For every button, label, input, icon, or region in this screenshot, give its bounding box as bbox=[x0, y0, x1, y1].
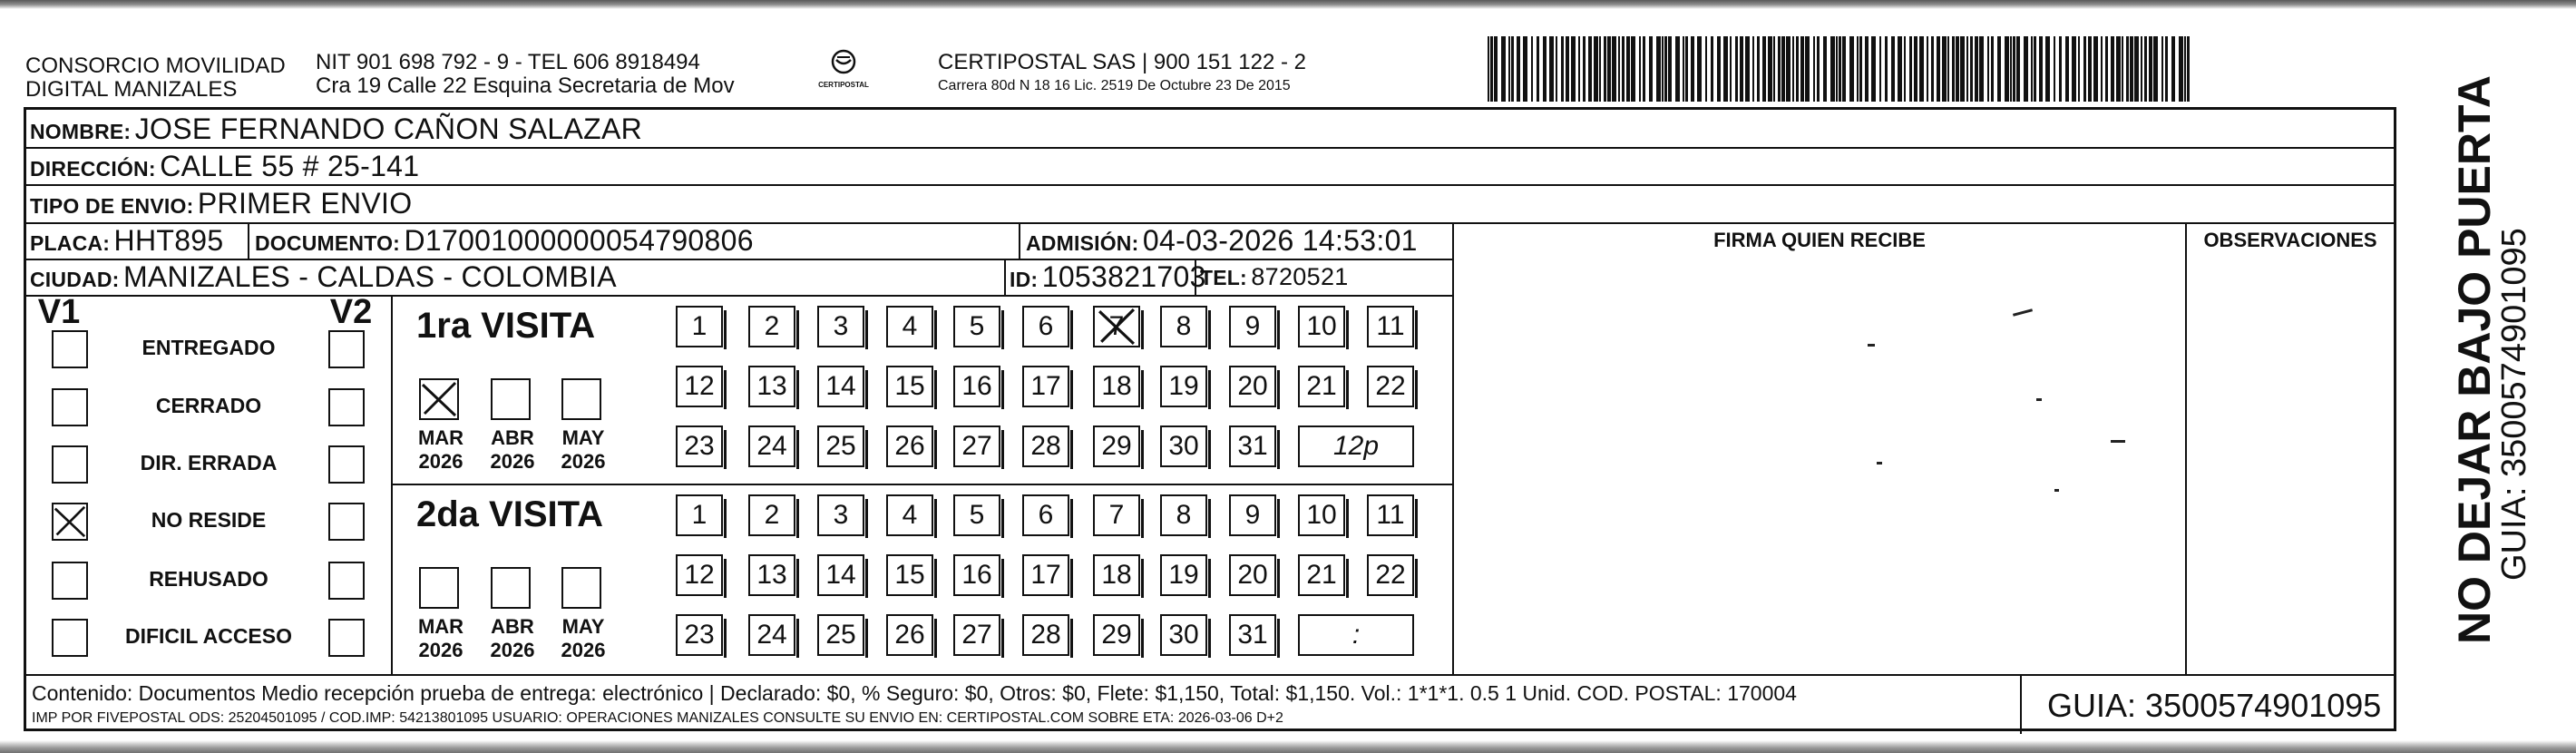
barcode-bar bbox=[1745, 36, 1750, 102]
scan-edge-top bbox=[0, 0, 2576, 9]
status-label: DIFICIL ACCESO bbox=[124, 624, 292, 648]
admision-label: ADMISIÓN: bbox=[1026, 231, 1139, 255]
barcode-bar bbox=[2179, 36, 2183, 102]
day-cell[interactable]: 10 bbox=[1298, 494, 1345, 536]
barcode-bar bbox=[2153, 36, 2158, 102]
barcode-bar bbox=[2165, 36, 2168, 102]
barcode-bar bbox=[1975, 36, 1978, 102]
barcode-bar bbox=[1705, 36, 1707, 102]
footer-impresion: IMP POR FIVEPOSTAL ODS: 25204501095 / COD.IMP: 54213801095 USUARIO: OPERACIONES MANIZALES CONSULTE SU ENVIO EN: CERTIPOSTAL.COM SOBRE ETA: 2026-03-06 D+2 bbox=[32, 710, 1283, 726]
day-cell[interactable]: 19 bbox=[1160, 366, 1207, 407]
barcode-bar bbox=[2134, 36, 2139, 102]
month-checkbox[interactable] bbox=[491, 378, 531, 420]
barcode-bar bbox=[1781, 36, 1785, 102]
v1-checkbox[interactable] bbox=[52, 503, 88, 541]
barcode-bar bbox=[1508, 36, 1510, 102]
barcode-bar bbox=[1517, 36, 1520, 102]
placa-row bbox=[30, 226, 224, 261]
barcode bbox=[1488, 36, 2204, 102]
barcode-bar bbox=[1685, 36, 1688, 102]
barcode-bar bbox=[1898, 36, 1902, 102]
barcode-bar bbox=[1494, 36, 1498, 102]
signature-mark bbox=[1877, 462, 1882, 465]
tel-label: TEL: bbox=[1200, 266, 1247, 289]
ciudad-row bbox=[30, 262, 617, 298]
barcode-bar bbox=[1556, 36, 1557, 102]
barcode-bar bbox=[1531, 36, 1533, 102]
day-cell[interactable]: 22 bbox=[1367, 554, 1414, 596]
barcode-bar bbox=[1909, 36, 1912, 102]
barcode-bar bbox=[1740, 36, 1743, 102]
month-year: 2026 bbox=[490, 639, 535, 661]
month-year: 2026 bbox=[418, 639, 463, 661]
day-cell[interactable]: 28 bbox=[1022, 614, 1069, 656]
barcode-bar bbox=[1842, 36, 1846, 102]
visit-title: 1ra VISITA bbox=[416, 306, 596, 346]
tipo-row bbox=[30, 189, 412, 224]
status-label: CERRADO bbox=[155, 394, 262, 417]
barcode-bar bbox=[1823, 36, 1827, 102]
barcode-bar bbox=[1796, 36, 1799, 102]
id-label: ID: bbox=[1010, 268, 1039, 291]
month-year: 2026 bbox=[561, 639, 606, 661]
barcode-bar bbox=[1583, 36, 1586, 102]
tipo-value: PRIMER ENVIO bbox=[197, 187, 413, 220]
time-field[interactable]: 12p bbox=[1298, 425, 1414, 467]
barcode-bar bbox=[2065, 36, 2069, 102]
delivery-form bbox=[24, 107, 2396, 731]
barcode-bar bbox=[2105, 36, 2108, 102]
barcode-bar bbox=[1622, 36, 1625, 102]
barcode-bar bbox=[1891, 36, 1895, 102]
documento-value: D17001000000054790806 bbox=[404, 224, 754, 257]
day-cell[interactable]: 21 bbox=[1298, 554, 1345, 596]
barcode-bar bbox=[1594, 36, 1598, 102]
barcode-bar bbox=[1662, 36, 1664, 102]
barcode-bar bbox=[1588, 36, 1592, 102]
courier-block bbox=[938, 51, 1306, 98]
barcode-bar bbox=[1578, 36, 1580, 102]
day-cell[interactable]: 18 bbox=[1093, 366, 1140, 407]
month-label: MAY bbox=[561, 426, 605, 449]
barcode-bar bbox=[1997, 36, 2001, 102]
barcode-bar bbox=[1643, 36, 1645, 102]
month-label: MAR bbox=[417, 615, 464, 638]
admision-value: 04-03-2026 14:53:01 bbox=[1142, 224, 1418, 257]
barcode-bar bbox=[2045, 36, 2050, 102]
day-cell[interactable]: 12 bbox=[676, 554, 723, 596]
barcode-bar bbox=[1800, 36, 1804, 102]
barcode-bar bbox=[1919, 36, 1924, 102]
barcode-bar bbox=[1656, 36, 1661, 102]
day-cell[interactable]: 18 bbox=[1093, 554, 1140, 596]
courier-line-1: CERTIPOSTAL SAS | 900 151 122 - 2 bbox=[938, 50, 1306, 74]
v2-checkbox[interactable] bbox=[328, 330, 365, 368]
day-cell[interactable]: 9 bbox=[1229, 306, 1276, 347]
side-guia: GUIA: 3500574901095 bbox=[2495, 228, 2533, 581]
barcode-bar bbox=[1675, 36, 1680, 102]
barcode-bar bbox=[2031, 36, 2033, 102]
barcode-bar bbox=[1691, 36, 1694, 102]
barcode-bar bbox=[1952, 36, 1955, 102]
day-cell[interactable]: 21 bbox=[1298, 366, 1345, 407]
barcode-bar bbox=[1571, 36, 1576, 102]
barcode-bar bbox=[2072, 36, 2076, 102]
day-cell[interactable]: 11 bbox=[1367, 494, 1414, 536]
barcode-bar bbox=[2054, 36, 2055, 102]
barcode-bar bbox=[1618, 36, 1620, 102]
certipostal-logo bbox=[816, 47, 871, 89]
month-checkbox[interactable] bbox=[419, 378, 459, 420]
month-label: MAY bbox=[561, 615, 605, 638]
day-cell[interactable]: 26 bbox=[886, 614, 933, 656]
barcode-bar bbox=[1537, 36, 1539, 102]
day-cell[interactable]: 1 bbox=[676, 306, 723, 347]
barcode-bar bbox=[1752, 36, 1754, 102]
barcode-bar bbox=[1501, 36, 1506, 102]
month-checkbox[interactable] bbox=[561, 378, 601, 420]
day-cell[interactable]: 30 bbox=[1160, 614, 1207, 656]
barcode-bar bbox=[2144, 36, 2147, 102]
barcode-bar bbox=[1991, 36, 1994, 102]
barcode-bar bbox=[1631, 36, 1635, 102]
placa-value: HHT895 bbox=[113, 224, 224, 257]
barcode-bar bbox=[1773, 36, 1775, 102]
month-year: 2026 bbox=[418, 450, 463, 473]
observaciones-heading: OBSERVACIONES bbox=[2203, 229, 2377, 251]
v2-checkbox[interactable] bbox=[328, 562, 365, 600]
month-checkbox[interactable] bbox=[561, 567, 601, 609]
barcode-bar bbox=[1970, 36, 1973, 102]
day-cell[interactable]: 25 bbox=[817, 425, 864, 467]
direccion-label: DIRECCIÓN: bbox=[30, 157, 156, 181]
day-cell[interactable]: 22 bbox=[1367, 366, 1414, 407]
barcode-bar bbox=[1927, 36, 1928, 102]
barcode-bar bbox=[1612, 36, 1616, 102]
barcode-bar bbox=[2078, 36, 2080, 102]
barcode-bar bbox=[1697, 36, 1702, 102]
id-row bbox=[1010, 262, 1206, 298]
barcode-bar bbox=[1960, 36, 1965, 102]
time-field[interactable]: : bbox=[1298, 614, 1414, 656]
logo-text: CERTIPOSTAL bbox=[818, 81, 869, 89]
barcode-bar bbox=[1786, 36, 1791, 102]
signature-mark bbox=[2111, 440, 2125, 443]
barcode-bar bbox=[1979, 36, 1984, 102]
barcode-bar bbox=[1511, 36, 1514, 102]
day-cell[interactable]: 5 bbox=[953, 306, 1000, 347]
barcode-bar bbox=[1649, 36, 1653, 102]
placa-label: PLACA: bbox=[30, 231, 111, 255]
barcode-bar bbox=[2122, 36, 2123, 102]
barcode-bar bbox=[2005, 36, 2009, 102]
status-label: ENTREGADO bbox=[141, 336, 276, 359]
barcode-bar bbox=[1857, 36, 1859, 102]
day-cell[interactable]: 4 bbox=[886, 306, 933, 347]
barcode-bar bbox=[1931, 36, 1934, 102]
v1-checkbox[interactable] bbox=[52, 445, 88, 484]
v1-checkbox[interactable] bbox=[52, 562, 88, 600]
barcode-bar bbox=[1668, 36, 1672, 102]
barcode-bar bbox=[1768, 36, 1772, 102]
barcode-bar bbox=[2101, 36, 2103, 102]
barcode-bar bbox=[1836, 36, 1838, 102]
day-cell[interactable]: 9 bbox=[1229, 494, 1276, 536]
nombre-value: JOSE FERNANDO CAÑON SALAZAR bbox=[134, 112, 643, 145]
month-checkbox[interactable] bbox=[419, 567, 459, 609]
month-label: MAR bbox=[417, 426, 464, 449]
footer-contenido: Contenido: Documentos Medio recepción prueba de entrega: electrónico | Declarado: $0, % Seguro: $0, Otros: $0, Flete: $1,150, Total: $1,150. Vol.: 1*1*1. 0.5 1 Unid. COD. POSTAL: 170004 bbox=[32, 681, 1797, 705]
signature-mark bbox=[2054, 489, 2059, 492]
month-label: ABR bbox=[491, 615, 534, 638]
barcode-bar bbox=[2088, 36, 2092, 102]
day-cell[interactable]: 27 bbox=[953, 614, 1000, 656]
month-label: ABR bbox=[491, 426, 534, 449]
day-cell[interactable]: 6 bbox=[1022, 494, 1069, 536]
direccion-row bbox=[30, 152, 419, 187]
barcode-bar bbox=[1956, 36, 1959, 102]
barcode-bar bbox=[1830, 36, 1835, 102]
barcode-bar bbox=[2184, 36, 2186, 102]
day-cell[interactable]: 20 bbox=[1229, 366, 1276, 407]
firma-heading: FIRMA QUIEN RECIBE bbox=[1713, 229, 1926, 251]
day-cell[interactable]: 15 bbox=[886, 366, 933, 407]
day-cell[interactable]: 12 bbox=[676, 366, 723, 407]
nombre-row bbox=[30, 114, 642, 150]
barcode-bar bbox=[1723, 36, 1728, 102]
barcode-bar bbox=[1817, 36, 1820, 102]
barcode-bar bbox=[1778, 36, 1781, 102]
documento-label: DOCUMENTO: bbox=[255, 231, 401, 255]
barcode-bar bbox=[1871, 36, 1876, 102]
day-cell[interactable]: 29 bbox=[1093, 425, 1140, 467]
status-label: REHUSADO bbox=[149, 567, 268, 591]
day-cell[interactable]: 11 bbox=[1367, 306, 1414, 347]
day-cell[interactable]: 26 bbox=[886, 425, 933, 467]
barcode-bar bbox=[1664, 36, 1667, 102]
month-checkbox[interactable] bbox=[491, 567, 531, 609]
barcode-bar bbox=[1947, 36, 1949, 102]
nit-line-2: Cra 19 Calle 22 Esquina Secretaria de Mov bbox=[316, 73, 735, 98]
day-cell[interactable]: 7 bbox=[1093, 494, 1140, 536]
scan-edge-bottom bbox=[0, 740, 2576, 753]
barcode-bar bbox=[2149, 36, 2152, 102]
month-year: 2026 bbox=[561, 450, 606, 473]
tel-value: 8720521 bbox=[1251, 263, 1349, 290]
barcode-bar bbox=[1735, 36, 1738, 102]
day-cell[interactable]: 30 bbox=[1160, 425, 1207, 467]
day-cell[interactable]: 14 bbox=[817, 366, 864, 407]
v2-checkbox[interactable] bbox=[328, 619, 365, 657]
day-cell[interactable]: 4 bbox=[886, 494, 933, 536]
day-cell[interactable]: 23 bbox=[676, 425, 723, 467]
visit-title: 2da VISITA bbox=[416, 494, 603, 534]
barcode-bar bbox=[2111, 36, 2114, 102]
status-label: NO RESIDE bbox=[151, 508, 267, 532]
month-year: 2026 bbox=[490, 450, 535, 473]
no-dejar-bajo-puerta: NO DEJAR BAJO PUERTA bbox=[2449, 75, 2500, 644]
v2-checkbox[interactable] bbox=[328, 445, 365, 484]
tipo-label: TIPO DE ENVIO: bbox=[30, 194, 194, 218]
barcode-bar bbox=[1561, 36, 1564, 102]
day-cell[interactable]: 6 bbox=[1022, 306, 1069, 347]
day-cell[interactable]: 5 bbox=[953, 494, 1000, 536]
v1-checkbox[interactable] bbox=[52, 330, 88, 368]
v2-checkbox[interactable] bbox=[328, 388, 365, 426]
nit-line-1: NIT 901 698 792 - 9 - TEL 606 8918494 bbox=[316, 50, 700, 74]
barcode-bar bbox=[1966, 36, 1968, 102]
day-cell[interactable]: 16 bbox=[953, 554, 1000, 596]
logo-icon bbox=[825, 47, 862, 80]
day-cell[interactable]: 2 bbox=[748, 306, 795, 347]
v2-heading: V2 bbox=[329, 293, 373, 331]
barcode-bar bbox=[1599, 36, 1601, 102]
ciudad-label: CIUDAD: bbox=[30, 268, 120, 291]
barcode-bar bbox=[1604, 36, 1606, 102]
signature-mark bbox=[2036, 398, 2042, 401]
barcode-bar bbox=[1626, 36, 1630, 102]
barcode-bar bbox=[2171, 36, 2175, 102]
day-cell[interactable]: 29 bbox=[1093, 614, 1140, 656]
v1-heading: V1 bbox=[37, 293, 81, 331]
barcode-bar bbox=[1683, 36, 1684, 102]
barcode-bar bbox=[1757, 36, 1760, 102]
barcode-bar bbox=[1937, 36, 1940, 102]
barcode-bar bbox=[1523, 36, 1527, 102]
day-cell[interactable]: 1 bbox=[676, 494, 723, 536]
barcode-bar bbox=[1762, 36, 1766, 102]
day-cell[interactable]: 7 bbox=[1093, 306, 1140, 347]
tel-row bbox=[1200, 262, 1349, 296]
barcode-bar bbox=[2187, 36, 2190, 102]
barcode-bar bbox=[1942, 36, 1947, 102]
barcode-bar bbox=[2130, 36, 2133, 102]
id-value: 1053821703 bbox=[1041, 260, 1206, 293]
v2-checkbox[interactable] bbox=[328, 503, 365, 541]
signature-mark bbox=[2013, 308, 2033, 317]
barcode-bar bbox=[1904, 36, 1906, 102]
nit-block bbox=[316, 51, 735, 98]
v1-checkbox[interactable] bbox=[52, 619, 88, 657]
barcode-bar bbox=[1792, 36, 1794, 102]
direccion-value: CALLE 55 # 25-141 bbox=[160, 150, 420, 182]
barcode-bar bbox=[1813, 36, 1815, 102]
barcode-bar bbox=[1730, 36, 1732, 102]
barcode-bar bbox=[2141, 36, 2142, 102]
barcode-bar bbox=[2013, 36, 2015, 102]
documento-row bbox=[255, 226, 754, 261]
barcode-bar bbox=[1566, 36, 1569, 102]
barcode-bar bbox=[1711, 36, 1713, 102]
day-cell[interactable]: 20 bbox=[1229, 554, 1276, 596]
day-cell[interactable]: 23 bbox=[676, 614, 723, 656]
day-cell[interactable]: 25 bbox=[817, 614, 864, 656]
barcode-bar bbox=[2039, 36, 2043, 102]
day-cell[interactable]: 31 bbox=[1229, 425, 1276, 467]
barcode-bar bbox=[2116, 36, 2121, 102]
day-cell[interactable]: 13 bbox=[748, 554, 795, 596]
barcode-bar bbox=[1859, 36, 1862, 102]
barcode-bar bbox=[1543, 36, 1547, 102]
day-cell[interactable]: 24 bbox=[748, 614, 795, 656]
barcode-bar bbox=[2034, 36, 2036, 102]
barcode-bar bbox=[1987, 36, 1989, 102]
footer-guia: GUIA: 3500574901095 bbox=[2047, 687, 2382, 724]
signature-mark bbox=[1868, 344, 1875, 347]
day-cell[interactable]: 24 bbox=[748, 425, 795, 467]
barcode-bar bbox=[2093, 36, 2098, 102]
day-cell[interactable]: 17 bbox=[1022, 366, 1069, 407]
day-cell[interactable]: 3 bbox=[817, 306, 864, 347]
day-cell[interactable]: 15 bbox=[886, 554, 933, 596]
barcode-bar bbox=[1885, 36, 1888, 102]
company-name bbox=[25, 54, 286, 102]
day-cell[interactable]: 13 bbox=[748, 366, 795, 407]
barcode-bar bbox=[1607, 36, 1611, 102]
barcode-bar bbox=[1914, 36, 1917, 102]
barcode-bar bbox=[1805, 36, 1810, 102]
day-cell[interactable]: 31 bbox=[1229, 614, 1276, 656]
barcode-bar bbox=[1849, 36, 1854, 102]
day-cell[interactable]: 27 bbox=[953, 425, 1000, 467]
barcode-bar bbox=[1488, 36, 1489, 102]
company-line-2: DIGITAL MANIZALES bbox=[25, 77, 238, 102]
day-cell[interactable]: 17 bbox=[1022, 554, 1069, 596]
barcode-bar bbox=[1639, 36, 1641, 102]
barcode-bar bbox=[1839, 36, 1841, 102]
day-cell[interactable]: 28 bbox=[1022, 425, 1069, 467]
day-cell[interactable]: 8 bbox=[1160, 494, 1207, 536]
barcode-bar bbox=[2016, 36, 2020, 102]
day-cell[interactable]: 16 bbox=[953, 366, 1000, 407]
barcode-bar bbox=[2126, 36, 2129, 102]
courier-line-2: Carrera 80d N 18 16 Lic. 2519 De Octubre 23 De 2015 bbox=[938, 78, 1291, 93]
barcode-bar bbox=[1879, 36, 1881, 102]
barcode-bar bbox=[2161, 36, 2163, 102]
day-cell[interactable]: 2 bbox=[748, 494, 795, 536]
day-cell[interactable]: 10 bbox=[1298, 306, 1345, 347]
day-cell[interactable]: 3 bbox=[817, 494, 864, 536]
barcode-bar bbox=[2010, 36, 2012, 102]
status-label: DIR. ERRADA bbox=[140, 451, 278, 474]
day-cell[interactable]: 8 bbox=[1160, 306, 1207, 347]
day-cell[interactable]: 14 bbox=[817, 554, 864, 596]
barcode-bar bbox=[2083, 36, 2086, 102]
nombre-label: NOMBRE: bbox=[30, 120, 132, 143]
v1-checkbox[interactable] bbox=[52, 388, 88, 426]
barcode-bar bbox=[2059, 36, 2062, 102]
ciudad-value: MANIZALES - CALDAS - COLOMBIA bbox=[122, 260, 617, 293]
barcode-bar bbox=[1549, 36, 1554, 102]
admision-row bbox=[1026, 226, 1418, 261]
company-line-1: CONSORCIO MOVILIDAD bbox=[25, 54, 286, 78]
barcode-bar bbox=[1490, 36, 1493, 102]
day-cell[interactable]: 19 bbox=[1160, 554, 1207, 596]
barcode-bar bbox=[1865, 36, 1869, 102]
barcode-bar bbox=[2024, 36, 2028, 102]
barcode-bar bbox=[1717, 36, 1721, 102]
